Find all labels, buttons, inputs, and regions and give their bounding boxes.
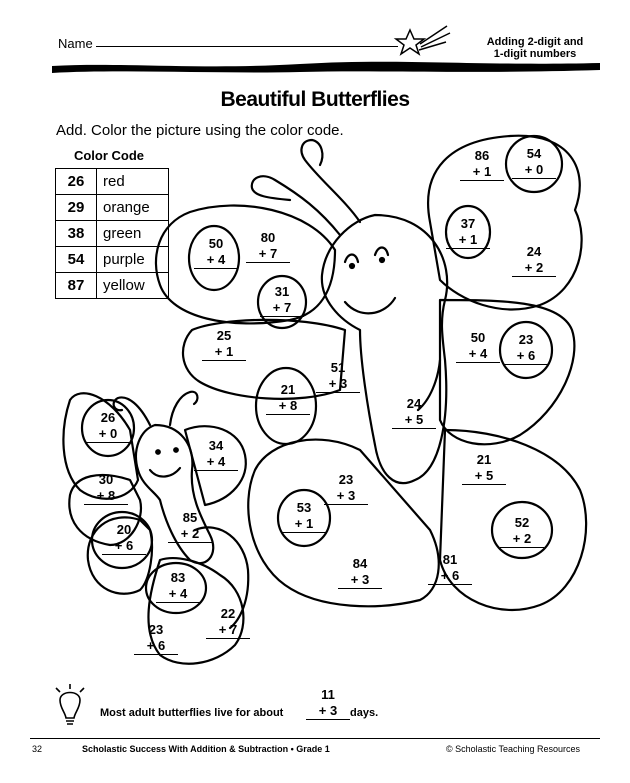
problem-top: 21 (476, 452, 492, 467)
big-antenna-right (301, 140, 360, 222)
color-code-row (56, 169, 169, 195)
problem-bottom: + 4 (194, 454, 238, 471)
problem-bottom: + 8 (266, 398, 310, 415)
problem-top: 31 (274, 284, 290, 299)
problem-bottom: + 2 (168, 526, 212, 543)
problem-83-plus-4[interactable] (156, 570, 200, 603)
small-smile (150, 468, 180, 477)
fact-problem[interactable] (306, 687, 350, 720)
problem-84-plus-3[interactable] (338, 556, 382, 589)
problem-bottom: + 4 (156, 586, 200, 603)
problem-top: 25 (216, 328, 232, 343)
problem-80-plus-7[interactable] (246, 230, 290, 263)
problem-52-plus-2[interactable] (500, 515, 544, 548)
page-number: 32 (32, 744, 43, 754)
problem-bottom: + 2 (500, 531, 544, 548)
topic-line-1: Adding 2-digit and (486, 36, 584, 48)
code-number: 29 (56, 195, 97, 221)
problem-bottom: + 7 (260, 300, 304, 317)
big-eye-left (345, 255, 358, 263)
problem-24-plus-5[interactable] (392, 396, 436, 429)
problem-bottom: + 8 (84, 488, 128, 505)
problem-top: 34 (208, 438, 224, 453)
problem-bottom: + 3 (306, 703, 350, 720)
problem-31-plus-7[interactable] (260, 284, 304, 317)
problem-bottom: + 6 (428, 568, 472, 585)
problem-top: 86 (474, 148, 490, 163)
page-title: Beautiful Butterflies (220, 88, 410, 111)
problem-bottom: + 6 (134, 638, 178, 655)
color-code-row (56, 221, 169, 247)
problem-25-plus-1[interactable] (202, 328, 246, 361)
problem-bottom: + 0 (86, 426, 130, 443)
problem-85-plus-2[interactable] (168, 510, 212, 543)
problem-bottom: + 0 (512, 162, 556, 179)
problem-top: 51 (330, 360, 346, 375)
small-antenna-right (170, 392, 197, 425)
problem-top: 54 (526, 146, 542, 161)
problem-top: 23 (148, 622, 164, 637)
problem-top: 26 (100, 410, 116, 425)
color-code-title: Color Code (73, 148, 145, 163)
fact-text: Most adult butterflies live for about (100, 707, 284, 719)
code-number: 54 (56, 247, 97, 273)
footer-divider (30, 738, 600, 739)
problem-bottom: + 7 (246, 246, 290, 263)
problem-top: 24 (406, 396, 422, 411)
color-code-row (56, 247, 169, 273)
code-number: 87 (56, 273, 97, 299)
problem-top: 81 (442, 552, 458, 567)
problem-50-plus-4-b[interactable] (456, 330, 500, 363)
problem-bottom: + 6 (102, 538, 146, 555)
problem-top: 22 (220, 606, 236, 621)
code-number: 26 (56, 169, 97, 195)
problem-51-plus-3[interactable] (316, 360, 360, 393)
problem-bottom: + 1 (202, 344, 246, 361)
code-color: orange (97, 195, 169, 221)
problem-top: 20 (116, 522, 132, 537)
problem-bottom: + 6 (504, 348, 548, 365)
problem-top: 50 (208, 236, 224, 251)
problem-bottom: + 5 (392, 412, 436, 429)
problem-bottom: + 5 (462, 468, 506, 485)
problem-26-plus-0[interactable] (86, 410, 130, 443)
problem-22-plus-7[interactable] (206, 606, 250, 639)
code-number: 38 (56, 221, 97, 247)
problem-bottom: + 3 (316, 376, 360, 393)
upper-left-wing (156, 206, 335, 324)
problem-bottom: + 7 (206, 622, 250, 639)
problem-bottom: + 1 (282, 516, 326, 533)
problem-top: 85 (182, 510, 198, 525)
problem-top: 11 (321, 687, 335, 702)
problem-top: 83 (170, 570, 186, 585)
name-label: Name (58, 36, 93, 51)
color-code-row (56, 273, 169, 299)
problem-bottom: + 2 (512, 260, 556, 277)
problem-top: 23 (338, 472, 354, 487)
shooting-star-icon (396, 26, 450, 54)
problem-54-plus-0[interactable] (512, 146, 556, 179)
problem-30-plus-8[interactable] (84, 472, 128, 505)
color-code-row (56, 195, 169, 221)
problem-24-plus-2[interactable] (512, 244, 556, 277)
problem-bottom: + 1 (460, 164, 504, 181)
problem-top: 23 (518, 332, 534, 347)
instructions: Add. Color the picture using the color code. (56, 122, 344, 139)
copyright: © Scholastic Teaching Resources (446, 744, 581, 754)
problem-top: 52 (514, 515, 530, 530)
problem-bottom: + 4 (194, 252, 238, 269)
problem-top: 24 (526, 244, 542, 259)
problem-20-plus-6[interactable] (102, 522, 146, 555)
topic-line-2: 1-digit numbers (493, 48, 577, 60)
code-color: yellow (97, 273, 169, 299)
problem-bottom: + 4 (456, 346, 500, 363)
problem-21-plus-5[interactable] (462, 452, 506, 485)
color-code-table (55, 168, 169, 299)
problem-23-plus-6[interactable] (504, 332, 548, 365)
problem-50-plus-4[interactable] (194, 236, 238, 269)
problem-top: 84 (352, 556, 368, 571)
problem-top: 80 (260, 230, 276, 245)
lightbulb-icon (56, 684, 84, 724)
problem-top: 53 (296, 500, 312, 515)
big-eye-right (375, 248, 388, 256)
problem-bottom: + 3 (338, 572, 382, 589)
problem-bottom: + 1 (446, 232, 490, 249)
problem-top: 50 (470, 330, 486, 345)
problem-23-plus-3[interactable] (324, 472, 368, 505)
problem-81-plus-6[interactable] (428, 552, 472, 585)
code-color: purple (97, 247, 169, 273)
problem-21-plus-8[interactable] (266, 382, 310, 415)
book-title: Scholastic Success With Addition & Subtraction • Grade 1 (82, 744, 330, 754)
problem-bottom: + 3 (324, 488, 368, 505)
fact-suffix: days. (350, 707, 379, 719)
problem-34-plus-4[interactable] (194, 438, 238, 471)
header-divider (52, 62, 600, 73)
problem-53-plus-1[interactable] (282, 500, 326, 533)
big-smile (345, 298, 395, 313)
problem-top: 21 (280, 382, 296, 397)
problem-86-plus-1[interactable] (460, 148, 504, 181)
problem-23-plus-6-c[interactable] (134, 622, 178, 655)
code-color: red (97, 169, 169, 195)
problem-37-plus-1[interactable] (446, 216, 490, 249)
code-color: green (97, 221, 169, 247)
problem-top: 37 (460, 216, 476, 231)
problem-top: 30 (98, 472, 114, 487)
middle-right-wing (440, 300, 574, 444)
